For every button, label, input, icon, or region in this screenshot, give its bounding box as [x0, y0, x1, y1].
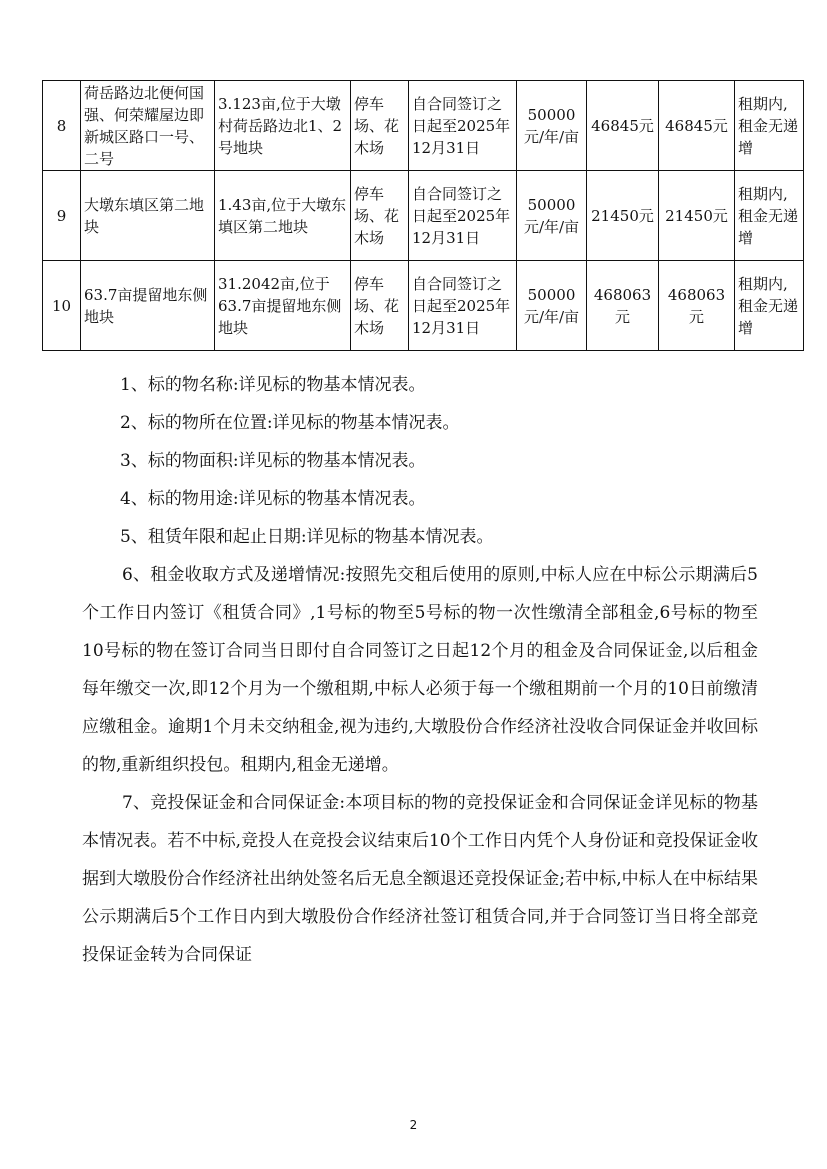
bid-deposit: 21450元 [587, 171, 659, 261]
contract-deposit: 21450元 [659, 171, 735, 261]
contract-deposit: 46845元 [659, 81, 735, 171]
property-use: 停车场、花木场 [351, 81, 409, 171]
lease-term: 自合同签订之日起至2025年12月31日 [409, 261, 517, 351]
bid-deposit: 46845元 [587, 81, 659, 171]
table-row [43, 81, 804, 171]
rent-note: 租期内,租金无递增 [735, 171, 804, 261]
rent-price: 50000元/年/亩 [517, 171, 587, 261]
paragraph-item-4: 4、标的物用途:详见标的物基本情况表。 [120, 489, 426, 509]
contract-deposit: 468063元 [659, 261, 735, 351]
table-row [43, 261, 804, 351]
lease-term: 自合同签订之日起至2025年12月31日 [409, 81, 517, 171]
property-location: 3.123亩,位于大墩村荷岳路边北1、2号地块 [215, 81, 351, 171]
page-number: 2 [409, 1118, 418, 1132]
row-number: 8 [43, 81, 81, 171]
paragraph-item-7: 7、竞投保证金和合同保证金:本项目标的物的竞投保证金和合同保证金详见标的物基本情况表。若不中标,竞投人在竞投会议结束后10个工作日内凭个人身份证和竞投保证金收据到大墩股份合作经济社出纳处签名后无息全额退还竞投保证金;若中标,中标人在中标结果公示期满后5个工作日内到大墩股份合作经济社签订租赁合同,并于合同签订当日将全部竞投保证金转为合同保证 [82, 793, 758, 965]
rent-note: 租期内,租金无递增 [735, 81, 804, 171]
bid-deposit: 468063元 [587, 261, 659, 351]
row-number: 10 [43, 261, 81, 351]
rent-note: 租期内,租金无递增 [735, 261, 804, 351]
paragraph-item-2: 2、标的物所在位置:详见标的物基本情况表。 [120, 413, 460, 433]
property-use: 停车场、花木场 [351, 261, 409, 351]
property-name: 63.7亩提留地东侧地块 [81, 261, 215, 351]
paragraph-item-1: 1、标的物名称:详见标的物基本情况表。 [120, 375, 426, 395]
paragraph-item-3: 3、标的物面积:详见标的物基本情况表。 [120, 451, 426, 471]
body-text [82, 366, 758, 974]
property-use: 停车场、花木场 [351, 171, 409, 261]
paragraph-item-6: 6、租金收取方式及递增情况:按照先交租后使用的原则,中标人应在中标公示期满后5个工作日内签订《租赁合同》,1号标的物至5号标的物一次性缴清全部租金,6号标的物至10号标的物在签订合同当日即付自合同签订之日起12个月的租金及合同保证金,以后租金每年缴交一次,即12个月为一个缴租期,中标人必须于每一个缴租期前一个月的10日前缴清应缴租金。逾期1个月未交纳租金,视为违约,大墩股份合作经济社没收合同保证金并收回标的物,重新组织投包。租期内,租金无递增。 [82, 565, 758, 775]
paragraph-item-5: 5、租赁年限和起止日期:详见标的物基本情况表。 [120, 527, 494, 547]
property-name: 荷岳路边北便何国强、何荣耀屋边即新城区路口一号、二号 [81, 81, 215, 171]
property-location: 1.43亩,位于大墩东填区第二地块 [215, 171, 351, 261]
row-number: 9 [43, 171, 81, 261]
rent-price: 50000元/年/亩 [517, 261, 587, 351]
rent-price: 50000元/年/亩 [517, 81, 587, 171]
property-location: 31.2042亩,位于63.7亩提留地东侧地块 [215, 261, 351, 351]
table-row [43, 171, 804, 261]
lease-term: 自合同签订之日起至2025年12月31日 [409, 171, 517, 261]
property-table [42, 80, 804, 351]
property-name: 大墩东填区第二地块 [81, 171, 215, 261]
